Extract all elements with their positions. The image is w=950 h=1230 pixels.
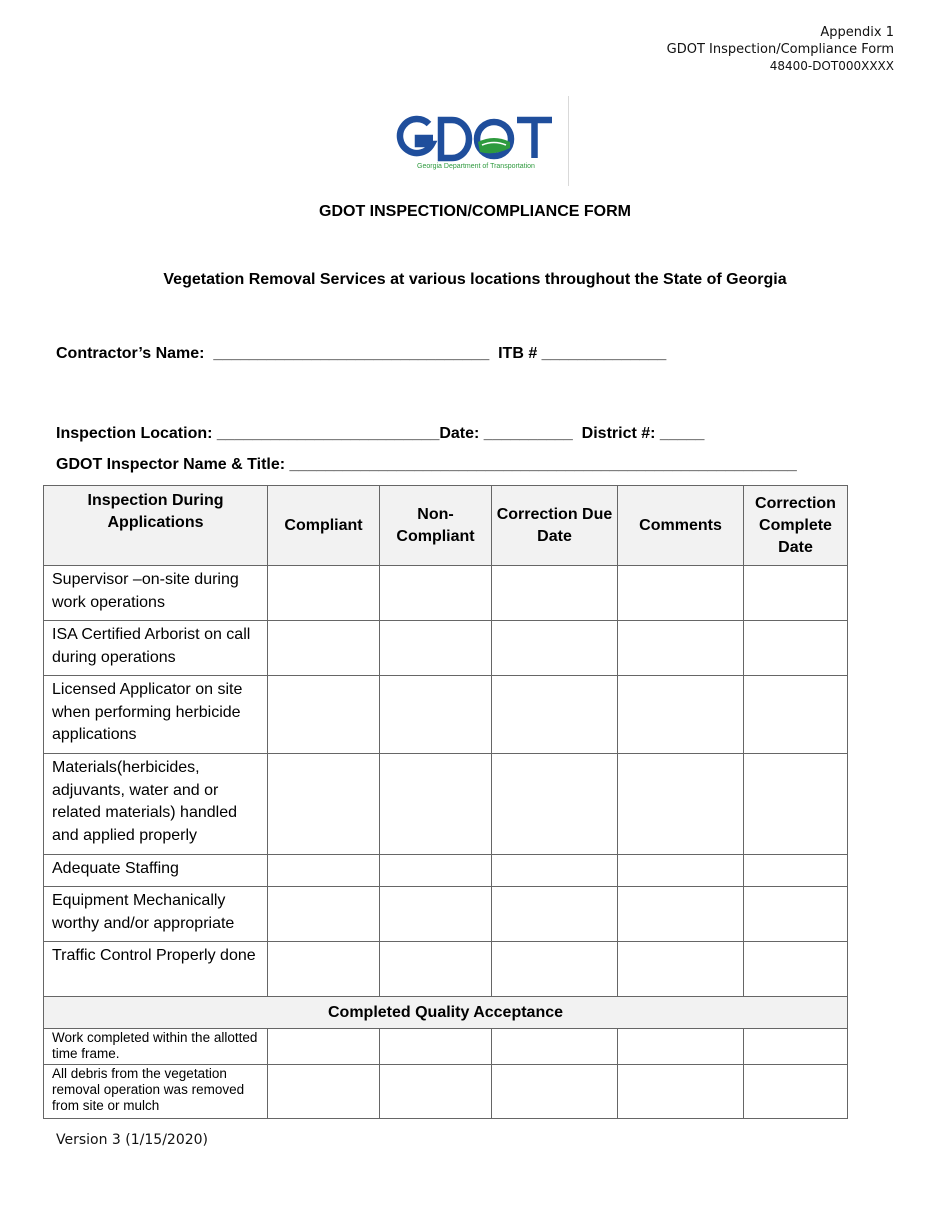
table-row [44,887,848,942]
compliant-cell[interactable] [268,754,380,855]
row-label: Equipment Mechanically worthy and/or appropriate [44,887,268,942]
compliant-cell[interactable] [268,1029,380,1065]
inspector-name-line[interactable]: GDOT Inspector Name & Title: _________________________________________________________ [56,456,797,473]
table-row [44,1065,848,1119]
row-label: Supervisor –on-site during work operations [44,566,268,621]
section-title: Completed Quality Acceptance [44,997,848,1029]
section-header-row [44,997,848,1029]
non-compliant-cell[interactable] [380,855,492,887]
form-code: 48400-DOT000XXXX [769,59,894,73]
table-row [44,676,848,754]
correction-due-date-cell[interactable] [492,621,618,676]
correction-complete-date-cell[interactable] [744,1065,848,1119]
correction-complete-date-cell[interactable] [744,621,848,676]
correction-complete-date-cell[interactable] [744,1029,848,1065]
table-row [44,754,848,855]
version-footer: Version 3 (1/15/2020) [56,1132,208,1148]
correction-due-date-cell[interactable] [492,754,618,855]
correction-due-date-cell[interactable] [492,566,618,621]
compliant-cell[interactable] [268,855,380,887]
row-label: Materials(herbicides, adjuvants, water and or related materials) handled and applied properly [44,754,268,855]
column-header: Inspection During Applications [44,486,268,566]
correction-due-date-cell[interactable] [492,1029,618,1065]
gdot-logo [396,112,556,172]
table-row [44,566,848,621]
page-subtitle: Vegetation Removal Services at various locations throughout the State of Georgia [163,271,787,288]
column-header: Correction Complete Date [744,486,848,566]
column-header: Correction Due Date [492,486,618,566]
correction-due-date-cell[interactable] [492,942,618,997]
non-compliant-cell[interactable] [380,676,492,754]
row-label: All debris from the vegetation removal operation was removed from site or mulch [44,1065,268,1119]
non-compliant-cell[interactable] [380,1065,492,1119]
non-compliant-cell[interactable] [380,566,492,621]
correction-due-date-cell[interactable] [492,676,618,754]
column-header: Non-Compliant [380,486,492,566]
non-compliant-cell[interactable] [380,621,492,676]
column-header: Compliant [268,486,380,566]
table-row [44,621,848,676]
column-header: Comments [618,486,744,566]
compliant-cell[interactable] [268,942,380,997]
non-compliant-cell[interactable] [380,887,492,942]
comments-cell[interactable] [618,855,744,887]
row-label: Licensed Applicator on site when performing herbicide applications [44,676,268,754]
comments-cell[interactable] [618,566,744,621]
non-compliant-cell[interactable] [380,754,492,855]
comments-cell[interactable] [618,1029,744,1065]
row-label: Adequate Staffing [44,855,268,887]
non-compliant-cell[interactable] [380,1029,492,1065]
compliant-cell[interactable] [268,887,380,942]
compliant-cell[interactable] [268,566,380,621]
comments-cell[interactable] [618,942,744,997]
compliant-cell[interactable] [268,676,380,754]
correction-complete-date-cell[interactable] [744,754,848,855]
comments-cell[interactable] [618,676,744,754]
comments-cell[interactable] [618,1065,744,1119]
table-header-row [44,486,848,566]
logo-divider [568,96,569,186]
row-label: Work completed within the allotted time frame. [44,1029,268,1065]
compliant-cell[interactable] [268,1065,380,1119]
row-label: ISA Certified Arborist on call during operations [44,621,268,676]
comments-cell[interactable] [618,754,744,855]
table-row [44,855,848,887]
non-compliant-cell[interactable] [380,942,492,997]
comments-cell[interactable] [618,621,744,676]
correction-due-date-cell[interactable] [492,887,618,942]
table-row [44,942,848,997]
correction-complete-date-cell[interactable] [744,855,848,887]
inspection-location-line[interactable]: Inspection Location: _________________________Date: __________ District #: _____ [56,425,705,442]
row-label: Traffic Control Properly done [44,942,268,997]
correction-complete-date-cell[interactable] [744,887,848,942]
page-title: GDOT INSPECTION/COMPLIANCE FORM [319,203,631,220]
inspection-table [43,485,848,1119]
appendix-header [667,24,894,75]
contractor-itb-line[interactable]: Contractor’s Name: _______________________________ ITB # ______________ [56,345,667,362]
correction-due-date-cell[interactable] [492,1065,618,1119]
correction-complete-date-cell[interactable] [744,676,848,754]
correction-complete-date-cell[interactable] [744,942,848,997]
correction-complete-date-cell[interactable] [744,566,848,621]
logo-tagline: Georgia Department of Transportation [417,163,535,170]
appendix-label: Appendix 1 [820,25,894,40]
form-name: GDOT Inspection/Compliance Form [666,42,894,57]
table-row [44,1029,848,1065]
correction-due-date-cell[interactable] [492,855,618,887]
comments-cell[interactable] [618,887,744,942]
compliant-cell[interactable] [268,621,380,676]
